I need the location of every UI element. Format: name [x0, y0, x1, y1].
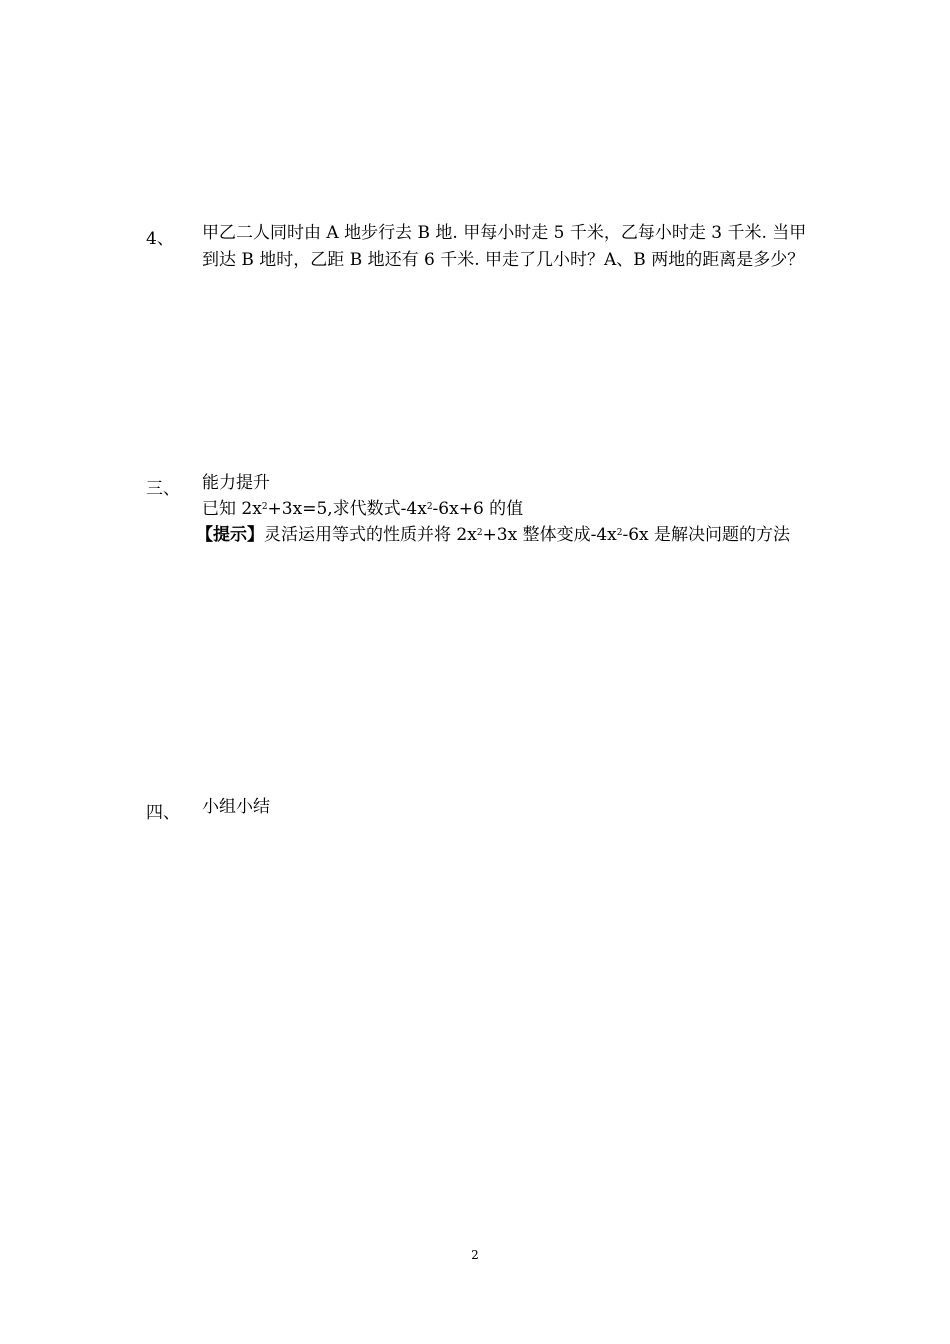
hint-text-1: 灵活运用等式的性质并将 2x [264, 525, 477, 545]
section-title: 小组小结 [202, 797, 270, 817]
hint-text-2: +3x 整体变成-4x [482, 525, 617, 545]
section-title: 能力提升 [202, 473, 270, 493]
page-number: 2 [471, 1248, 479, 1262]
problem-text-suffix: -6x+6 的值 [432, 499, 524, 519]
hint [196, 522, 790, 549]
exponent: 2 [616, 528, 623, 538]
section-number: 三、 [146, 479, 180, 499]
problem-text-mid: +3x=5,求代数式-4x [267, 499, 427, 519]
exponent: 2 [426, 502, 433, 512]
exponent: 2 [476, 528, 483, 538]
exponent: 2 [261, 502, 268, 512]
question-line-2: 到达 B 地时，乙距 B 地还有 6 千米. 甲走了几小时？A、B 两地的距离是多少？ [202, 250, 805, 270]
hint-label: 【提示】 [196, 525, 264, 545]
section-number: 四、 [146, 803, 180, 823]
hint-text-3: -6x 是解决问题的方法 [622, 525, 791, 545]
question-number: 4、 [146, 229, 174, 249]
question-line-1: 甲乙二人同时由 A 地步行去 B 地. 甲每小时走 5 千米，乙每小时走 3 千米. 当甲 [202, 223, 807, 243]
problem-text-prefix: 已知 2x [202, 499, 262, 519]
problem-statement [202, 496, 523, 523]
